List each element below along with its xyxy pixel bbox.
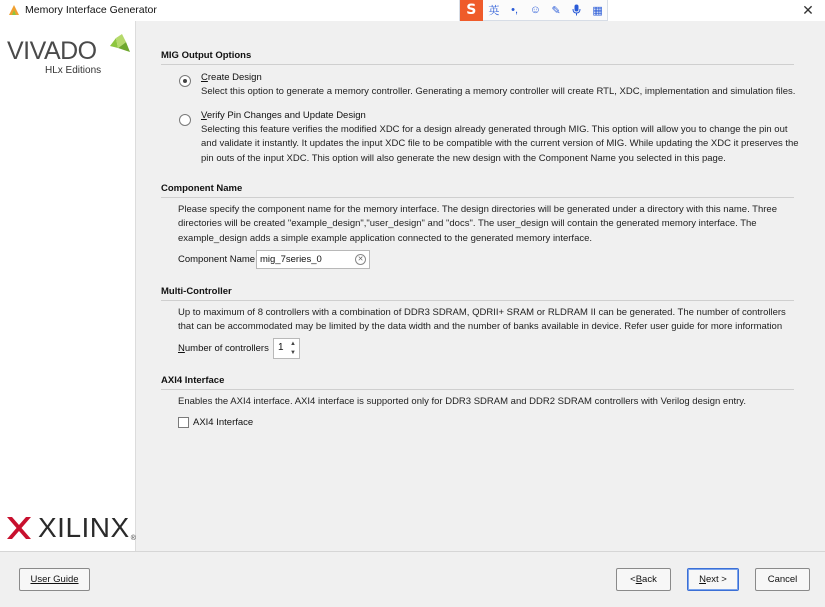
spin-down-icon[interactable]: ▼ — [290, 350, 296, 356]
create-design-label[interactable]: Create Design — [201, 72, 262, 83]
close-button[interactable]: ✕ — [802, 2, 814, 18]
verify-pin-label[interactable]: Verify Pin Changes and Update Design — [201, 110, 366, 121]
footer — [0, 551, 825, 607]
create-design-description: Select this option to generate a memory controller. Generating a memory controller will create RTL, XDC, implementation and simulation files. — [201, 86, 796, 97]
next-button[interactable] — [687, 568, 739, 591]
xilinx-wordmark: XILINX — [38, 512, 130, 543]
emoji-icon[interactable]: ☺ — [529, 4, 541, 16]
axi4-interface-checkbox-label[interactable]: AXI4 Interface — [193, 417, 254, 428]
next-rest: ext > — [706, 574, 727, 585]
xilinx-logo — [6, 512, 136, 544]
toolbox-icon[interactable]: ▦ — [592, 4, 603, 17]
title-bar — [0, 0, 825, 21]
mig-output-title: MIG Output Options — [161, 50, 252, 61]
english-mode-icon[interactable]: 英 — [488, 5, 500, 17]
next-mnemonic: N — [699, 574, 706, 585]
component-name-label: Component Name — [178, 254, 256, 265]
section-divider — [161, 300, 794, 301]
component-name-description: Please specify the component name for the memory interface. The design directories will be generated under a directory with this name. Three directories will be created "example_design","user_design" and "docs". The user_design will contain the generated memory interface. The example_design adds a simple example application connected to the generated memory interface. — [178, 204, 777, 244]
punctuation-icon[interactable]: •, — [511, 4, 519, 16]
component-name-title: Component Name — [161, 183, 243, 194]
pen-icon[interactable]: ✎ — [551, 4, 561, 17]
number-of-controllers-spinner[interactable] — [273, 338, 300, 359]
vivado-wordmark: VIVADO — [7, 37, 97, 65]
vivado-logo — [7, 37, 102, 76]
verify-pin-label-text: erify Pin Changes and Update Design — [206, 110, 366, 121]
sidebar — [0, 21, 136, 551]
axi4-description: Enables the AXI4 interface. AXI4 interface is supported only for DDR3 SDRAM and DDR2 SDRAM controllers with Verilog design entry. — [178, 396, 746, 407]
number-of-controllers-value[interactable]: 1 — [278, 342, 284, 353]
user-guide-label: User Guide — [30, 574, 79, 585]
back-button[interactable] — [616, 568, 671, 591]
window-title: Memory Interface Generator — [25, 4, 157, 16]
cancel-label: Cancel — [767, 574, 798, 585]
number-of-controllers-label: Number of controllers — [178, 343, 269, 354]
component-name-input[interactable] — [257, 251, 352, 268]
multi-controller-title: Multi-Controller — [161, 286, 232, 297]
vivado-leaf-icon — [106, 34, 132, 58]
vivado-edition-label: HLx Editions — [45, 65, 102, 76]
verify-pin-description: Selecting this feature verifies the modified XDC for a design already generated through MIG. This option will allow you to change the pin out and validate it instantly. It updates the input XDC file to be compatible with the current version of MIG. While updating the XDC it preserves the pin outs of the input XDC. This option will also generate the new design with the Component Name you selected in this page. — [201, 124, 799, 164]
back-prefix: < — [630, 574, 636, 585]
axi4-interface-checkbox[interactable] — [178, 417, 189, 428]
spin-up-icon[interactable]: ▲ — [290, 341, 296, 347]
number-of-controllers-label-text: umber of controllers — [184, 343, 269, 354]
back-mnemonic: B — [635, 574, 643, 585]
ime-toolbar[interactable] — [459, 0, 608, 21]
vivado-app-icon — [8, 4, 20, 16]
back-rest: ack — [642, 574, 657, 585]
section-divider — [161, 197, 794, 198]
verify-pin-radio[interactable] — [179, 114, 191, 126]
axi4-interface-title: AXI4 Interface — [161, 375, 225, 386]
clear-icon[interactable]: ✕ — [355, 254, 366, 265]
user-guide-button[interactable] — [19, 568, 90, 591]
microphone-icon[interactable] — [568, 0, 587, 20]
create-design-label-text: reate Design — [207, 72, 262, 83]
component-name-input-box[interactable] — [256, 250, 370, 269]
section-divider — [161, 389, 794, 390]
cancel-button[interactable] — [755, 568, 810, 591]
xilinx-x-icon — [6, 515, 32, 541]
multi-controller-description: Up to maximum of 8 controllers with a combination of DDR3 SDRAM, QDRII+ SRAM or RLDRAM II can be generated. The number of controllers that can be accommodated may be limited by the data width and the number of banks available in device. Refer user guide for more information — [178, 307, 786, 333]
create-design-radio[interactable] — [179, 75, 191, 87]
sogou-logo-icon[interactable]: S — [460, 0, 483, 21]
main-content — [137, 21, 825, 551]
registered-mark: ® — [130, 534, 136, 542]
section-divider — [161, 64, 794, 65]
